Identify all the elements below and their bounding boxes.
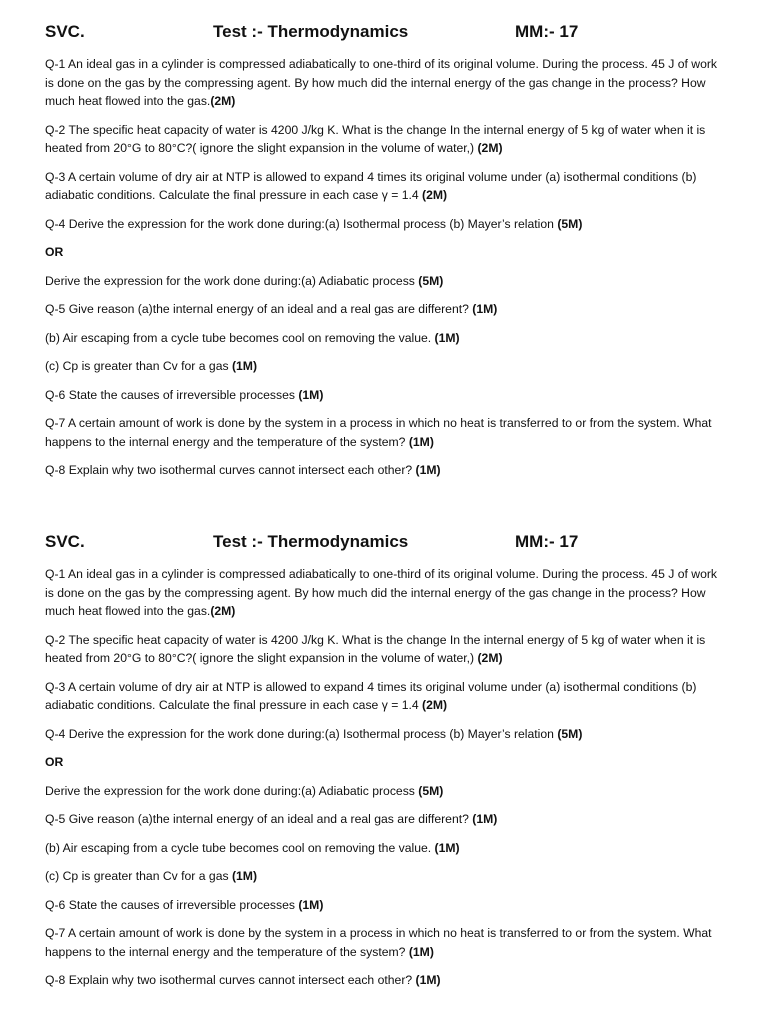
question-sheet-2 <box>45 528 725 990</box>
question-4: Q-4 Derive the expression for the work done during:(a) Isothermal process (b) Mayer’s relation (5M) <box>45 726 583 741</box>
question-2: Q-2 The specific heat capacity of water is 4200 J/kg K. What is the change In the internal energy of 5 kg of water when it is heated from 20°G to 80°C?( ignore the slight expansion in the volume of water,) (2M) <box>45 122 706 155</box>
question-4: Q-4 Derive the expression for the work done during:(a) Isothermal process (b) Mayer’s relation (5M) <box>45 216 583 231</box>
question-sheet-1 <box>45 18 725 480</box>
question-1: Q-1 An ideal gas in a cylinder is compressed adiabatically to one-third of its original volume. During the process. 45 J of work is done on the gas by the compressing agent. By how much did the internal energy of the gas change in the process? How much heat flowed into the gas.(2M) <box>45 57 717 108</box>
question-3: Q-3 A certain volume of dry air at NTP is allowed to expand 4 times its original volume under (a) isothermal conditions (b) adiabatic conditions. Calculate the final pressure in each case γ = 1.4 (2M) <box>45 169 697 202</box>
sheet-header <box>45 18 725 46</box>
question-4-alt: Derive the expression for the work done during:(a) Adiabatic process (5M) <box>45 783 444 798</box>
question-2: Q-2 The specific heat capacity of water is 4200 J/kg K. What is the change In the internal energy of 5 kg of water when it is heated from 20°G to 80°C?( ignore the slight expansion in the volume of water,) (2M) <box>45 632 706 665</box>
test-title: Test :- Thermodynamics <box>213 22 409 41</box>
question-5c: (c) Cp is greater than Cv for a gas (1M) <box>45 869 258 883</box>
question-5b: (b) Air escaping from a cycle tube becomes cool on removing the value. (1M) <box>45 330 460 345</box>
question-5c: (c) Cp is greater than Cv for a gas (1M) <box>45 359 258 373</box>
school-name: SVC. <box>45 22 85 41</box>
question-5a: Q-5 Give reason (a)the internal energy of an ideal and a real gas are different? (1M) <box>45 812 498 826</box>
or-label: OR <box>45 245 64 259</box>
question-7: Q-7 A certain amount of work is done by the system in a process in which no heat is transferred to or from the system. What happens to the internal energy and the temperature of the system? (1M) <box>45 416 712 449</box>
question-5a: Q-5 Give reason (a)the internal energy of an ideal and a real gas are different? (1M) <box>45 302 498 316</box>
question-5b: (b) Air escaping from a cycle tube becomes cool on removing the value. (1M) <box>45 840 460 855</box>
question-6: Q-6 State the causes of irreversible processes (1M) <box>45 387 324 402</box>
question-4-alt: Derive the expression for the work done during:(a) Adiabatic process (5M) <box>45 273 444 288</box>
question-8: Q-8 Explain why two isothermal curves cannot intersect each other? (1M) <box>45 463 441 477</box>
question-6: Q-6 State the causes of irreversible processes (1M) <box>45 897 324 912</box>
max-marks: MM:- 17 <box>515 22 579 41</box>
question-8: Q-8 Explain why two isothermal curves cannot intersect each other? (1M) <box>45 973 441 987</box>
question-1: Q-1 An ideal gas in a cylinder is compressed adiabatically to one-third of its original volume. During the process. 45 J of work is done on the gas by the compressing agent. By how much did the internal energy of the gas change in the process? How much heat flowed into the gas.(2M) <box>45 567 717 618</box>
school-name: SVC. <box>45 532 85 551</box>
test-title: Test :- Thermodynamics <box>213 532 409 551</box>
or-label: OR <box>45 755 64 769</box>
question-3: Q-3 A certain volume of dry air at NTP is allowed to expand 4 times its original volume under (a) isothermal conditions (b) adiabatic conditions. Calculate the final pressure in each case γ = 1.4 (2M) <box>45 679 697 712</box>
max-marks: MM:- 17 <box>515 532 579 551</box>
sheet-header <box>45 528 725 556</box>
question-7: Q-7 A certain amount of work is done by the system in a process in which no heat is transferred to or from the system. What happens to the internal energy and the temperature of the system? (1M) <box>45 926 712 959</box>
